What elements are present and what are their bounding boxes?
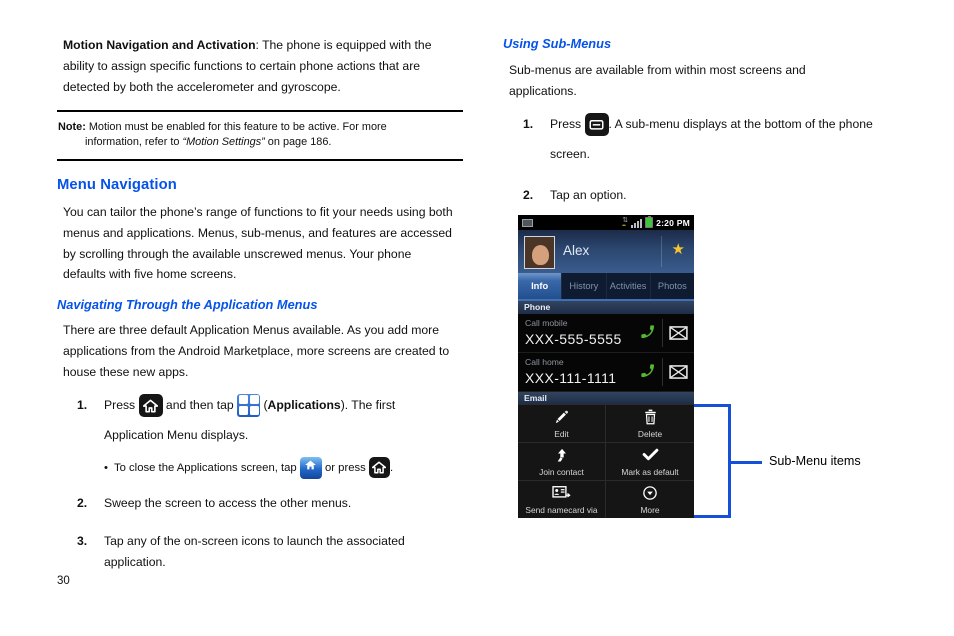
motion-navigation-paragraph [63, 35, 461, 97]
trash-icon [606, 409, 694, 426]
page-number: 30 [57, 575, 70, 587]
contact-name: Alex [563, 243, 590, 258]
battery-icon [645, 217, 653, 228]
step-text [104, 390, 456, 450]
callout-bracket-top [694, 404, 731, 407]
row-divider [662, 319, 663, 347]
more-circle-icon [606, 485, 694, 502]
row-label: Call mobile [525, 318, 568, 328]
notification-message-icon [522, 219, 533, 227]
check-icon [606, 447, 694, 464]
signal-strength-icon [631, 218, 642, 228]
note-reference-link: “Motion Settings” [182, 136, 265, 149]
left-column [57, 30, 463, 573]
note-body: Motion must be enabled for this feature to be active. For more information, refer to [85, 121, 387, 149]
right-step-1 [523, 109, 927, 169]
submenu-edit [518, 404, 606, 442]
bullet-text-segment: or press [321, 461, 369, 474]
left-step-3 [77, 526, 463, 573]
tab-info: Info [518, 273, 562, 299]
note-text [58, 120, 440, 150]
note-label: Note: [58, 121, 86, 134]
submenu-callout-label: Sub-Menu items [769, 454, 861, 468]
sub-menu [518, 404, 694, 518]
mobile-data-icon: ⇅ •• [622, 217, 629, 229]
submenu-label: Mark as default [621, 467, 679, 477]
note-body-end: on page 186. [264, 136, 332, 149]
call-home-row [518, 353, 694, 392]
merge-arrow-icon [518, 447, 605, 464]
pencil-icon [518, 409, 605, 426]
app-menus-paragraph: There are three default Application Menus available. As you add more applications from the Android Marketplace, more screens are created to house these new apps. [63, 323, 450, 379]
submenu-send-namecard [518, 480, 606, 518]
row-number: XXX-555-5555 [525, 331, 622, 347]
right-step-2 [523, 180, 927, 206]
submenu-label: Edit [554, 429, 569, 439]
phone-screenshot [518, 215, 694, 518]
submenu-join-contact [518, 442, 606, 480]
applications-bold: Applications [267, 397, 341, 412]
menu-key-icon [585, 113, 609, 136]
step-text-segment: and then tap [162, 397, 238, 412]
phone-status-bar [518, 215, 694, 230]
navigating-app-menus-subheading: Navigating Through the Application Menus [57, 297, 318, 313]
submenu-mark-as-default [606, 442, 694, 480]
envelope-icon [669, 326, 688, 345]
right-column [503, 30, 927, 206]
applications-grid-icon [237, 394, 260, 417]
using-sub-menus-subheading: Using Sub-Menus [503, 36, 612, 51]
favorite-star-icon: ★ [671, 241, 685, 258]
call-icon [640, 363, 656, 384]
home-key-icon [369, 457, 390, 478]
submenu-delete [606, 404, 694, 442]
menu-navigation-heading: Menu Navigation [57, 176, 177, 193]
namecard-icon [518, 485, 605, 502]
step-text-segment: . A sub-menu displays at the bottom of the phone screen. [550, 116, 873, 161]
step-number: 3. [77, 533, 88, 548]
bullet-text-segment: . [389, 461, 394, 474]
submenu-label: More [640, 505, 660, 515]
contact-header [518, 230, 694, 273]
step-text-segment: ). The first Application Menu displays. [104, 397, 396, 442]
row-number: XXX-111-1111 [525, 370, 617, 386]
step-text: Tap an option. [550, 187, 627, 202]
tab-activities: Activities [607, 273, 651, 299]
submenu-label: Join contact [539, 467, 584, 477]
tab-history: History [562, 273, 606, 299]
left-step-2 [77, 488, 463, 514]
call-mobile-row [518, 314, 694, 353]
menu-navigation-paragraph: You can tailor the phone’s range of functions to fit your needs using both menus and applications. Menus, sub-menus, and features are accessed by scrolling through the available unscrewed menus. Your phone defaults with five home screens. [63, 204, 453, 282]
step-number: 1. [77, 397, 88, 412]
header-divider [661, 236, 662, 267]
step-text-segment: Press [104, 397, 139, 412]
step-text: Tap any of the on-screen icons to launch the associated application. [104, 533, 405, 569]
home-app-icon [300, 457, 322, 479]
left-step-1 [77, 390, 463, 450]
row-label: Call home [525, 357, 564, 367]
note-box [57, 110, 463, 161]
step-number: 2. [523, 187, 534, 202]
tab-photos: Photos [657, 281, 687, 291]
bullet-dot: • [104, 461, 108, 474]
submenu-label: Delete [637, 429, 663, 439]
row-divider [662, 358, 663, 386]
callout-bracket-bottom [694, 515, 731, 518]
envelope-icon [669, 365, 688, 384]
home-key-icon [139, 394, 163, 417]
step-number: 2. [77, 495, 88, 510]
motion-navigation-term: Motion Navigation and Activation [63, 38, 256, 52]
contact-tabs [518, 273, 694, 301]
close-applications-bullet [104, 455, 454, 481]
submenu-more [606, 480, 694, 518]
phone-section-header: Phone [518, 301, 694, 314]
call-icon [640, 324, 656, 345]
callout-bracket-connector [731, 461, 762, 464]
step-text [550, 109, 884, 169]
bullet-text-segment: To close the Applications screen, tap [113, 461, 300, 474]
motion-navigation-text: : The phone is equipped with the ability to assign specific functions to certain phone actions that are detected by both the accelerometer and gyroscope. [63, 38, 432, 94]
contact-avatar [524, 236, 555, 269]
step-number: 1. [523, 116, 534, 131]
step-text-segment: ( [260, 397, 268, 412]
status-time: 2:20 PM [656, 217, 690, 228]
step-text-segment: Press [550, 116, 585, 131]
step-text: Sweep the screen to access the other menus. [104, 495, 352, 510]
sub-menus-paragraph: Sub-menus are available from within most screens and applications. [509, 63, 806, 98]
submenu-label: Send namecard via [525, 505, 598, 515]
email-section-header: Email [518, 392, 694, 404]
